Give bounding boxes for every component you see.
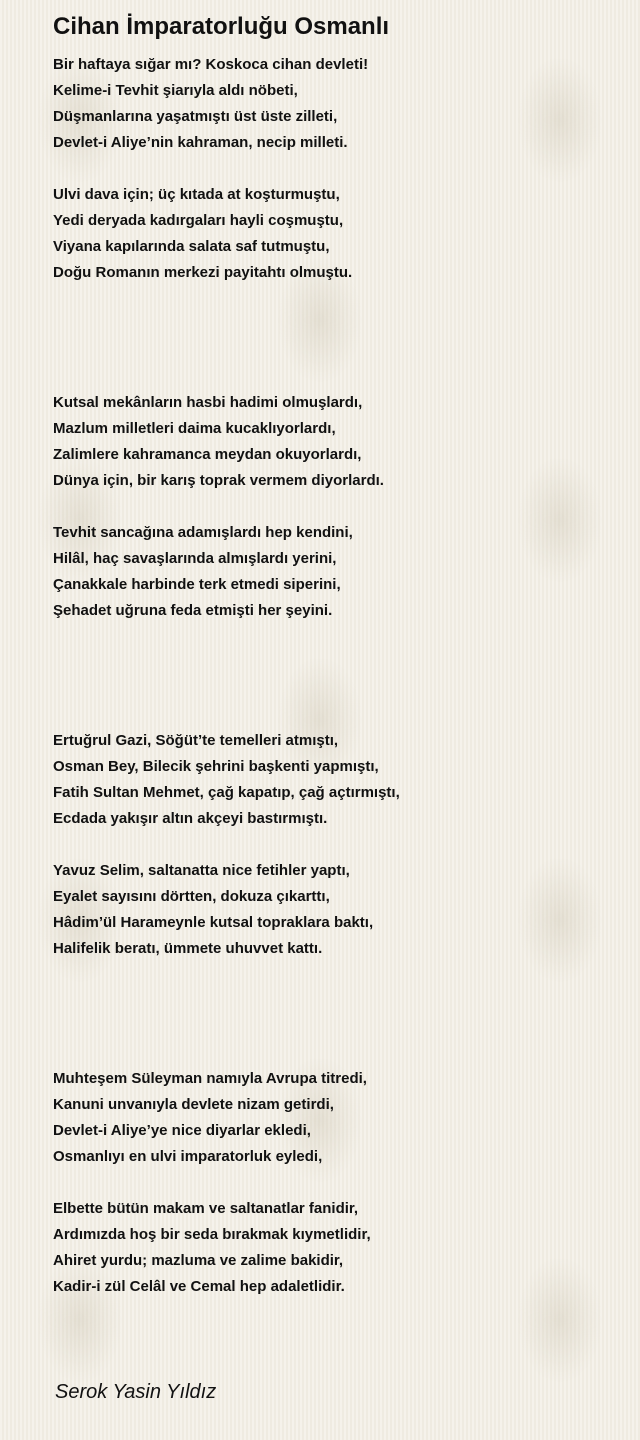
poem-line: Ecdada yakışır altın akçeyi bastırmıştı. bbox=[53, 810, 328, 827]
stanza-gap bbox=[53, 156, 623, 182]
poem-line: Tevhit sancağına adamışlardı hep kendini, bbox=[53, 524, 353, 541]
poem-line: Ulvi dava için; üç kıtada at koşturmuştu, bbox=[53, 186, 340, 203]
poem-line: Zalimlere kahramanca meydan okuyorlardı, bbox=[53, 446, 362, 463]
author-signature: Serok Yasin Yıldız bbox=[55, 1381, 217, 1403]
poem-line: Yavuz Selim, saltanatta nice fetihler yaptı, bbox=[53, 862, 350, 879]
stanza-gap bbox=[53, 1170, 623, 1196]
poem-line: Yedi deryada kadırgaları hayli coşmuştu, bbox=[53, 212, 344, 229]
poem-title: Cihan İmparatorluğu Osmanlı bbox=[53, 13, 390, 40]
poem-line: Fatih Sultan Mehmet, çağ kapatıp, çağ açtırmıştı, bbox=[53, 784, 400, 801]
poem-line: Bir haftaya sığar mı? Koskoca cihan devleti! bbox=[53, 56, 369, 73]
stanza-3 bbox=[53, 390, 623, 494]
poem-line: Viyana kapılarında salata saf tutmuştu, bbox=[53, 238, 330, 255]
stanza-8 bbox=[53, 1196, 623, 1300]
poem-line: Kadir-i zül Celâl ve Cemal hep adaletlidir. bbox=[53, 1278, 345, 1295]
stanza-1 bbox=[53, 52, 623, 156]
poem-line: Halifelik beratı, ümmete uhuvvet kattı. bbox=[53, 940, 323, 957]
poem-line: Elbette bütün makam ve saltanatlar fanidir, bbox=[53, 1200, 359, 1217]
poem-line: Düşmanlarına yaşatmıştı üst üste zilleti, bbox=[53, 108, 338, 125]
poem-line: Çanakkale harbinde terk etmedi siperini, bbox=[53, 576, 341, 593]
stanza-7 bbox=[53, 1066, 623, 1170]
poem-line: Hâdim’ül Harameynle kutsal topraklara baktı, bbox=[53, 914, 374, 931]
poem-line: Hilâl, haç savaşlarında almışlardı yerini, bbox=[53, 550, 337, 567]
poem-line: Osmanlıyı en ulvi imparatorluk eyledi, bbox=[53, 1148, 323, 1165]
stanza-4 bbox=[53, 520, 623, 624]
poem-line: Kutsal mekânların hasbi hadimi olmuşlardı, bbox=[53, 394, 363, 411]
poem-line: Ahiret yurdu; mazluma ve zalime bakidir, bbox=[53, 1252, 344, 1269]
poem-line: Şehadet uğruna feda etmişti her şeyini. bbox=[53, 602, 333, 619]
poem-line: Ardımızda hoş bir seda bırakmak kıymetlidir, bbox=[53, 1226, 371, 1243]
poem-line: Devlet-i Aliye’ye nice diyarlar ekledi, bbox=[53, 1122, 311, 1139]
section-gap bbox=[53, 624, 623, 728]
poem-line: Doğu Romanın merkezi payitahtı olmuştu. bbox=[53, 264, 353, 281]
poem-line: Osman Bey, Bilecik şehrini başkenti yapmıştı, bbox=[53, 758, 379, 775]
poem-line: Devlet-i Aliye’nin kahraman, necip milleti. bbox=[53, 134, 348, 151]
section-gap bbox=[53, 962, 623, 1066]
poem-line: Ertuğrul Gazi, Söğüt’te temelleri atmıştı, bbox=[53, 732, 339, 749]
poem-line: Muhteşem Süleyman namıyla Avrupa titredi, bbox=[53, 1070, 367, 1087]
section-gap bbox=[53, 286, 623, 390]
stanza-6 bbox=[53, 858, 623, 962]
stanza-5 bbox=[53, 728, 623, 832]
poem-body bbox=[53, 52, 623, 1300]
stanza-gap bbox=[53, 494, 623, 520]
stanza-gap bbox=[53, 832, 623, 858]
poem-line: Eyalet sayısını dörtten, dokuza çıkarttı, bbox=[53, 888, 330, 905]
poem-line: Kanuni unvanıyla devlete nizam getirdi, bbox=[53, 1096, 334, 1113]
poem-line: Kelime-i Tevhit şiarıyla aldı nöbeti, bbox=[53, 82, 298, 99]
poem-line: Mazlum milletleri daima kucaklıyorlardı, bbox=[53, 420, 336, 437]
stanza-2 bbox=[53, 182, 623, 286]
poem-line: Dünya için, bir karış toprak vermem diyorlardı. bbox=[53, 472, 384, 489]
